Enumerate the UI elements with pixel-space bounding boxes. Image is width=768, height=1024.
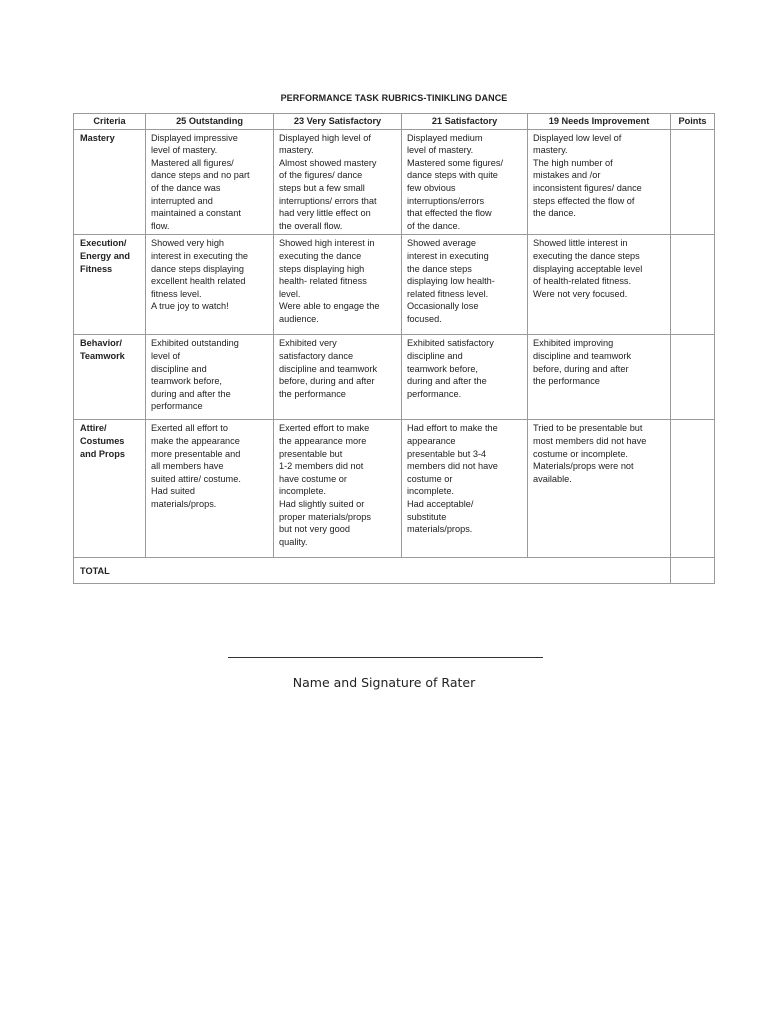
- table-row: [74, 335, 715, 420]
- descriptor-text: Displayed high level of mastery. Almost showed mastery of the figures/ dance steps but a few small interruptions/ errors that had very little effect on the overall flow.: [279, 132, 377, 231]
- criteria-cell: [74, 420, 146, 558]
- table-header-row: [74, 114, 715, 130]
- total-label-cell: [74, 558, 671, 584]
- header-outstanding: 25 Outstanding: [146, 114, 274, 130]
- descriptor-text: Showed very high interest in executing the dance steps displaying excellent health related fitness level. A true joy to watch!: [151, 238, 249, 312]
- rubric-table: [73, 113, 715, 584]
- outstanding-cell: [146, 335, 274, 420]
- header-needs-improvement: 19 Needs Improvement: [528, 114, 671, 130]
- satisfactory-cell: [402, 235, 528, 335]
- descriptor-text: Showed high interest in executing the dance steps displaying high health- related fitness level. Were able to engage the audience.: [279, 238, 380, 324]
- criteria-label: Attire/ Costumes and Props: [80, 423, 125, 459]
- very-satisfactory-cell: [274, 335, 402, 420]
- table-row: [74, 235, 715, 335]
- criteria-label: Mastery: [80, 132, 115, 143]
- total-row: [74, 558, 715, 584]
- table-row: [74, 129, 715, 235]
- descriptor-text: Displayed low level of mastery. The high number of mistakes and /or inconsistent figures/ dance steps effected the flow of the dance.: [533, 132, 642, 219]
- needs-improvement-cell: [528, 129, 671, 235]
- needs-improvement-cell: [528, 420, 671, 558]
- header-points: Points: [671, 114, 715, 130]
- descriptor-text: Showed little interest in executing the dance steps displaying acceptable level of health-related fitness. Were not very focused.: [533, 238, 643, 299]
- header-very-satisfactory: 23 Very Satisfactory: [274, 114, 402, 130]
- descriptor-text: Exerted effort to make the appearance more presentable but 1-2 members did not have costume or incomplete. Had slightly suited or proper materials/props but not very good quality.: [279, 423, 371, 547]
- satisfactory-cell: [402, 335, 528, 420]
- signature-line: [228, 657, 543, 658]
- points-cell: [671, 335, 715, 420]
- signature-label: Name and Signature of Rater: [292, 675, 476, 690]
- descriptor-text: Tried to be presentable but most members did not have costume or incomplete. Materials/props were not available.: [533, 423, 647, 484]
- satisfactory-cell: [402, 420, 528, 558]
- needs-improvement-cell: [528, 235, 671, 335]
- header-satisfactory: 21 Satisfactory: [402, 114, 528, 130]
- descriptor-text: Exerted all effort to make the appearance more presentable and all members have suited attire/ costume. Had suited materials/props.: [151, 423, 241, 509]
- satisfactory-cell: [402, 129, 528, 235]
- descriptor-text: Displayed impressive level of mastery. Mastered all figures/ dance steps and no part of the dance was interrupted and maintained a constant flow.: [151, 132, 250, 231]
- points-cell: [671, 235, 715, 335]
- total-points-cell: [671, 558, 715, 584]
- criteria-cell: [74, 235, 146, 335]
- descriptor-text: Exhibited satisfactory discipline and teamwork before, during and after the performance.: [407, 338, 494, 399]
- header-criteria: Criteria: [74, 114, 146, 130]
- total-label: TOTAL: [80, 565, 110, 576]
- descriptor-text: Showed average interest in executing the dance steps displaying low health- related fitness level. Occasionally lose focused.: [407, 238, 495, 324]
- outstanding-cell: [146, 420, 274, 558]
- criteria-label: Behavior/ Teamwork: [80, 338, 125, 361]
- criteria-label: Execution/ Energy and Fitness: [80, 238, 131, 274]
- descriptor-text: Displayed medium level of mastery. Mastered some figures/ dance steps with quite few obvious interruptions/errors that effected the flow of the dance.: [407, 132, 503, 231]
- very-satisfactory-cell: [274, 235, 402, 335]
- points-cell: [671, 129, 715, 235]
- very-satisfactory-cell: [274, 420, 402, 558]
- descriptor-text: Had effort to make the appearance presentable but 3-4 members did not have costume or incomplete. Had acceptable/ substitute materials/props.: [407, 423, 498, 535]
- outstanding-cell: [146, 129, 274, 235]
- document-title: PERFORMANCE TASK RUBRICS-TINIKLING DANCE: [280, 93, 508, 103]
- needs-improvement-cell: [528, 335, 671, 420]
- criteria-cell: [74, 335, 146, 420]
- descriptor-text: Exhibited very satisfactory dance discipline and teamwork before, during and after the performance: [279, 338, 378, 399]
- very-satisfactory-cell: [274, 129, 402, 235]
- descriptor-text: Exhibited improving discipline and teamwork before, during and after the performance: [533, 338, 632, 387]
- points-cell: [671, 420, 715, 558]
- table-row: [74, 420, 715, 558]
- outstanding-cell: [146, 235, 274, 335]
- descriptor-text: Exhibited outstanding level of discipline and teamwork before, during and after the performance: [151, 338, 239, 412]
- criteria-cell: [74, 129, 146, 235]
